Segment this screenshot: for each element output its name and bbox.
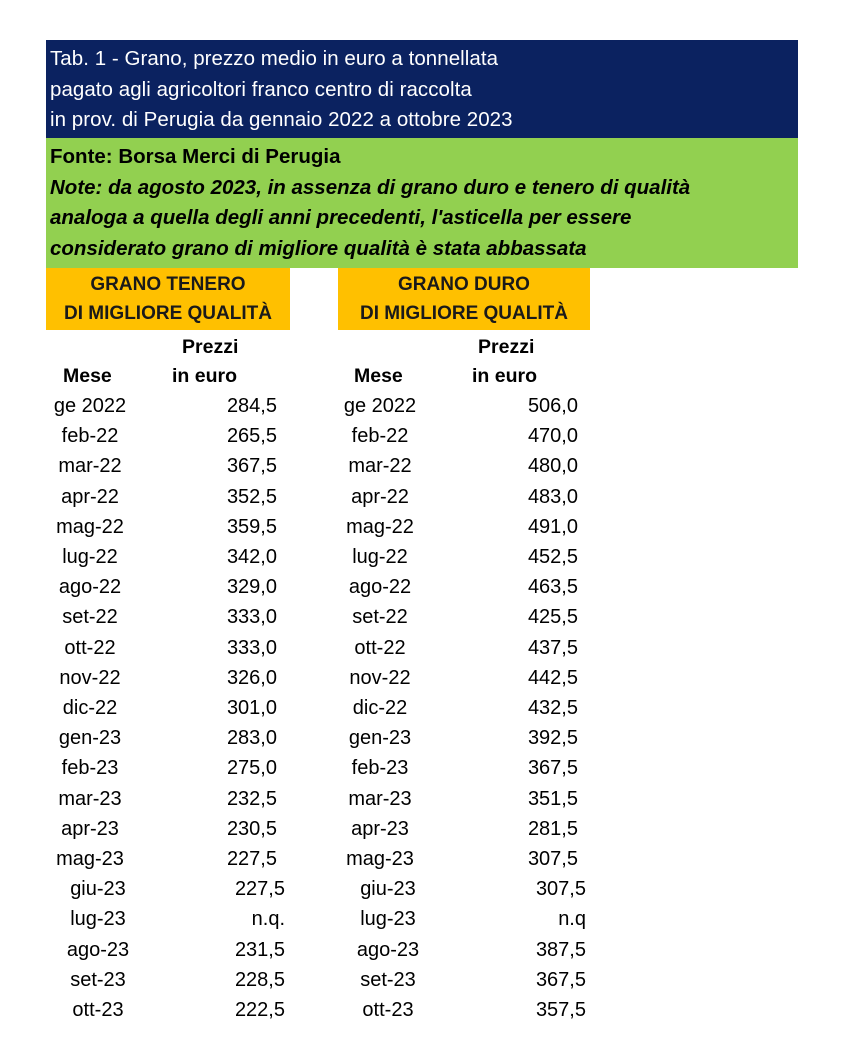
duro-month-cell: set-22 <box>352 606 408 629</box>
tenero-month-cell: mag-22 <box>56 515 124 538</box>
tenero-month-cell: feb-22 <box>61 425 119 448</box>
duro-price-cell: 506,0 <box>527 395 578 417</box>
tenero-price-cell: 352,5 <box>226 485 277 508</box>
tenero-month-cell: apr-23 <box>61 817 119 840</box>
tenero-price-cell: 232,5 <box>226 787 277 810</box>
duro-month-cell: mag-23 <box>346 848 414 870</box>
tenero-price-cell: 329,0 <box>226 576 277 599</box>
tenero-month-cell: ago-22 <box>58 576 122 599</box>
tenero-price-header: in euro <box>172 365 238 387</box>
duro-price-cell: 307,5 <box>527 848 578 870</box>
duro-price-cell: 387,5 <box>535 938 586 961</box>
duro-month-cell: ott-23 <box>362 999 414 1021</box>
duro-month-cell: apr-22 <box>351 485 409 508</box>
tenero-price-cell: 275,0 <box>226 757 277 780</box>
tenero-month-cell: nov-22 <box>59 666 121 689</box>
tenero-month-cell: mar-23 <box>58 787 122 810</box>
duro-price-cell: 432,5 <box>527 697 578 719</box>
duro-price-cell: 491,0 <box>527 515 578 538</box>
duro-price-cell: 463,5 <box>527 576 578 599</box>
duro-month-cell: feb-23 <box>351 757 409 780</box>
duro-price-cell: 351,5 <box>527 787 578 810</box>
duro-price-cell: 392,5 <box>527 727 578 750</box>
duro-price-cell: 357,5 <box>535 999 586 1021</box>
source-text: Fonte: Borsa Merci di Perugia <box>50 145 341 168</box>
duro-price-cell: 437,5 <box>527 636 578 659</box>
tenero-price-cell: 367,5 <box>226 455 277 478</box>
tenero-month-cell: mag-23 <box>56 848 124 870</box>
duro-price-cell: 483,0 <box>527 485 578 508</box>
duro-month-cell: ago-22 <box>348 576 412 599</box>
tenero-month-cell: lug-23 <box>70 908 126 931</box>
tenero-price-cell: 228,5 <box>234 968 285 991</box>
duro-month-cell: gen-23 <box>348 727 412 750</box>
tenero-month-cell: mar-22 <box>58 455 122 478</box>
duro-month-cell: apr-23 <box>351 817 409 840</box>
tenero-price-cell: 265,5 <box>226 425 277 448</box>
tenero-month-cell: set-22 <box>62 606 118 629</box>
duro-price-cell: 425,5 <box>527 606 578 629</box>
tenero-price-cell: 333,0 <box>226 606 277 629</box>
tenero-price-cell: 359,5 <box>226 515 277 538</box>
tenero-month-cell: ott-22 <box>64 636 116 659</box>
tenero-price-cell: 222,5 <box>234 999 285 1021</box>
duro-month-cell: dic-22 <box>352 697 408 719</box>
duro-month-cell: lug-23 <box>360 908 416 931</box>
tenero-month-cell: feb-23 <box>61 757 119 780</box>
duro-month-cell: ago-23 <box>356 938 420 961</box>
duro-month-cell: mag-22 <box>346 515 414 538</box>
tenero-price-cell: 231,5 <box>234 938 285 961</box>
duro-month-cell: feb-22 <box>351 425 409 448</box>
tenero-price-cell: 326,0 <box>226 666 277 689</box>
tenero-header-line: GRANO TENERO <box>90 274 246 295</box>
duro-month-cell: nov-22 <box>349 666 411 689</box>
tenero-price-header: Prezzi <box>182 336 239 358</box>
duro-price-cell: 470,0 <box>527 425 578 448</box>
tenero-header-line: DI MIGLIORE QUALITÀ <box>64 303 272 324</box>
duro-month-cell: mar-22 <box>348 455 412 478</box>
tenero-month-cell: gen-23 <box>58 727 122 750</box>
title-line: in prov. di Perugia da gennaio 2022 a ottobre 2023 <box>50 108 513 131</box>
duro-month-cell: lug-22 <box>352 546 408 568</box>
tenero-price-cell: 333,0 <box>226 636 277 659</box>
duro-price-cell: 367,5 <box>535 968 586 991</box>
duro-header <box>338 268 590 330</box>
tenero-month-header: Mese <box>63 365 112 387</box>
tenero-price-cell: 342,0 <box>226 546 277 568</box>
tenero-month-cell: set-23 <box>70 968 126 991</box>
note-line: Note: da agosto 2023, in assenza di grano duro e tenero di qualità <box>50 175 691 199</box>
source-note <box>46 138 798 268</box>
tenero-price-cell: 227,5 <box>234 878 285 901</box>
duro-month-cell: giu-23 <box>360 878 416 901</box>
duro-price-cell: 452,5 <box>527 546 578 568</box>
duro-month-cell: ott-22 <box>354 636 406 659</box>
title-line: pagato agli agricoltori franco centro di raccolta <box>50 77 472 101</box>
duro-price-header: Prezzi <box>478 336 535 358</box>
duro-price-header: in euro <box>472 365 538 387</box>
table-title <box>46 40 798 138</box>
tenero-month-cell: lug-22 <box>62 546 118 568</box>
tenero-month-cell: ott-23 <box>72 999 124 1021</box>
duro-price-cell: 367,5 <box>527 757 578 780</box>
tenero-month-cell: giu-23 <box>70 878 126 901</box>
duro-month-header: Mese <box>354 365 403 387</box>
tenero-price-cell: n.q. <box>251 908 285 931</box>
duro-price-cell: 307,5 <box>535 878 586 901</box>
tenero-price-cell: 227,5 <box>226 848 277 870</box>
note-line: analoga a quella degli anni precedenti, l'asticella per essere <box>50 206 632 229</box>
title-line: Tab. 1 - Grano, prezzo medio in euro a tonnellata <box>50 47 499 70</box>
tenero-month-cell: ge 2022 <box>53 395 127 417</box>
duro-price-cell: 281,5 <box>527 817 578 840</box>
duro-month-cell: ge 2022 <box>343 395 417 417</box>
tenero-month-cell: dic-22 <box>62 697 118 719</box>
duro-price-cell: n.q <box>558 908 586 931</box>
tenero-price-cell: 283,0 <box>226 727 277 750</box>
tenero-month-cell: ago-23 <box>66 938 130 961</box>
duro-header-line: GRANO DURO <box>398 274 530 295</box>
duro-price-cell: 442,5 <box>527 666 578 689</box>
duro-month-cell: mar-23 <box>348 787 412 810</box>
tenero-price-cell: 230,5 <box>226 817 277 840</box>
tenero-header <box>46 268 290 330</box>
duro-price-cell: 480,0 <box>527 455 578 478</box>
note-line: considerato grano di migliore qualità è stata abbassata <box>50 236 587 260</box>
tenero-price-cell: 284,5 <box>226 395 277 417</box>
duro-month-cell: set-23 <box>360 968 416 991</box>
tenero-month-cell: apr-22 <box>61 485 119 508</box>
duro-header-line: DI MIGLIORE QUALITÀ <box>360 303 568 324</box>
tenero-price-cell: 301,0 <box>226 697 277 719</box>
